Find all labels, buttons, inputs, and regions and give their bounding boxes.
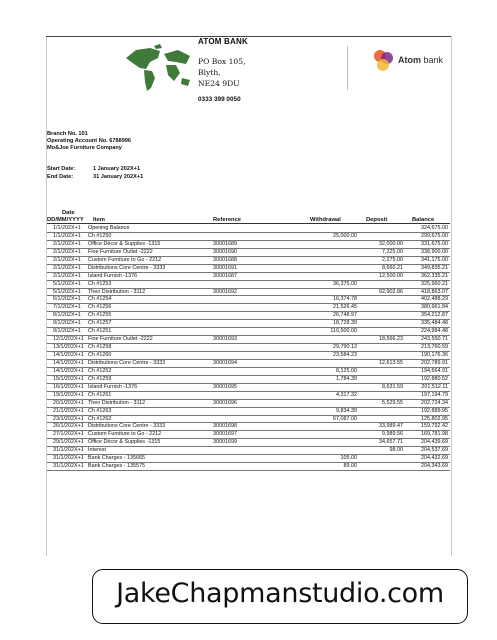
row-item: Island Furnish -1376 xyxy=(88,272,138,279)
start-date-value: 1 January 202X+1 xyxy=(93,166,141,172)
row-deposit: 12,500.00 xyxy=(379,272,403,279)
row-reference: 30001695 xyxy=(213,383,237,390)
row-balance: 204,432.69 xyxy=(421,455,448,462)
row-withdrawal: 1,784.39 xyxy=(336,375,357,382)
row-date: 16/1/202X+1 xyxy=(53,383,84,390)
watermark-box xyxy=(92,569,468,624)
row-reference: 30001694 xyxy=(213,359,237,366)
row-date: 8/1/202X+1 xyxy=(53,312,81,319)
transactions-table xyxy=(47,225,450,471)
row-balance: 331,675.00 xyxy=(421,240,448,247)
table-row xyxy=(47,408,450,416)
row-date: 31/1/202X+1 xyxy=(53,447,84,454)
table-row xyxy=(47,336,450,344)
row-item: Bank Charges - 135575 xyxy=(88,463,145,470)
operating-account: Operating Account No. 6788996 xyxy=(47,138,132,145)
header-deposit: Deposit xyxy=(366,217,388,223)
row-date: 2/1/202X+1 xyxy=(53,248,81,255)
row-withdrawal: 25,000.00 xyxy=(333,232,357,239)
row-balance: 159,792.42 xyxy=(421,423,448,430)
row-date: 2/1/202X+1 xyxy=(53,272,81,279)
row-balance: 224,984.48 xyxy=(421,328,448,335)
header-rule xyxy=(46,36,451,37)
table-row xyxy=(47,289,450,297)
row-balance: 192,880.52 xyxy=(421,375,448,382)
row-balance: 194,664.91 xyxy=(421,367,448,374)
header-date: DD/MM/YYYY xyxy=(47,217,84,223)
row-reference: 30001689 xyxy=(213,240,237,247)
row-date: 31/1/202X+1 xyxy=(53,463,84,470)
table-row xyxy=(47,233,450,241)
row-deposit: 98.00 xyxy=(389,447,403,454)
bank-name: ATOM BANK xyxy=(198,37,248,46)
row-date: 20/1/202X+1 xyxy=(53,399,84,406)
end-date-value: 31 January 202X+1 xyxy=(93,174,144,180)
company-name: Mo&Joe Furniture Company xyxy=(47,145,122,152)
row-reference: 30001692 xyxy=(213,288,237,295)
row-deposit: 2,275.00 xyxy=(382,256,403,263)
row-item: Ch #1250 xyxy=(88,232,112,239)
row-withdrawal: 16,374.78 xyxy=(333,296,357,303)
row-balance: 197,194.79 xyxy=(421,391,448,398)
row-deposit: 8,631.59 xyxy=(382,383,403,390)
row-balance: 402,488.29 xyxy=(421,296,448,303)
table-row xyxy=(47,360,450,368)
row-withdrawal: 110,500.00 xyxy=(330,328,357,335)
row-date: 15/1/202X+1 xyxy=(53,375,84,382)
row-date: 14/1/202X+1 xyxy=(53,359,84,366)
row-withdrawal: 67,087.00 xyxy=(333,415,357,422)
row-deposit: 7,225.00 xyxy=(382,248,403,255)
row-deposit: 12,613.55 xyxy=(379,359,403,366)
row-item: Ch #1254 xyxy=(88,296,112,303)
row-withdrawal: 89.00 xyxy=(343,463,357,470)
row-balance: 204,343.69 xyxy=(421,463,448,470)
statement-period xyxy=(47,165,143,181)
table-row xyxy=(47,463,450,471)
row-item: Fine Furniture Outlet -2222 xyxy=(88,336,153,343)
row-withdrawal: 4,317.32 xyxy=(336,391,357,398)
row-withdrawal: 26,748.97 xyxy=(333,312,357,319)
row-item: Ch #1256 xyxy=(88,304,112,311)
row-item: Ch #1251 xyxy=(88,328,112,335)
row-item: Interest xyxy=(88,447,106,454)
row-deposit: 8,660.21 xyxy=(382,264,403,271)
table-row xyxy=(47,344,450,352)
row-item: Distributions Core Centre - 3333 xyxy=(88,423,166,430)
row-reference: 30001688 xyxy=(213,256,237,263)
row-deposit: 5,529.55 xyxy=(382,399,403,406)
row-date: 21/1/202X+1 xyxy=(53,407,84,414)
row-deposit: 32,000.00 xyxy=(379,240,403,247)
row-balance: 325,960.21 xyxy=(421,280,448,287)
end-date-label: End Date: xyxy=(47,174,74,180)
table-row xyxy=(47,392,450,400)
table-row xyxy=(47,416,450,424)
row-reference: 30001698 xyxy=(213,423,237,430)
watermark-text: JakeChapmanstudio.com xyxy=(116,578,444,609)
branch-number: Branch No. 101 xyxy=(47,131,88,137)
row-item: Fine Furniture Outlet -2222 xyxy=(88,248,153,255)
bank-phone: 0333 399 0050 xyxy=(198,96,241,103)
table-header-rule xyxy=(47,223,450,224)
address-line: PO Box 105, xyxy=(198,57,246,66)
row-withdrawal: 36,375.00 xyxy=(333,280,357,287)
row-balance: 192,889.95 xyxy=(421,407,448,414)
table-row xyxy=(47,352,450,360)
row-balance: 202,789.91 xyxy=(421,359,448,366)
row-item: Island Furnish -1376 xyxy=(88,383,138,390)
row-date: 12/1/202X+1 xyxy=(53,336,84,343)
table-row xyxy=(47,312,450,320)
row-date: 5/1/202X+1 xyxy=(53,288,81,295)
row-date: 14/1/202X+1 xyxy=(53,367,84,374)
bank-address xyxy=(198,56,246,89)
table-row xyxy=(47,273,450,281)
row-withdrawal: 105.00 xyxy=(340,455,357,462)
row-reference: 30001697 xyxy=(213,431,237,438)
row-date: 26/1/202X+1 xyxy=(53,423,84,430)
account-details xyxy=(47,131,131,153)
row-deposit: 92,902.86 xyxy=(379,288,403,295)
row-item: Bank Charges - 135665 xyxy=(88,455,145,462)
row-withdrawal: 23,584.23 xyxy=(333,352,357,358)
row-deposit: 18,566.23 xyxy=(379,336,403,343)
row-date: 29/1/202X+1 xyxy=(53,439,84,446)
table-row xyxy=(47,376,450,384)
table-row xyxy=(47,241,450,249)
row-item: Ch #1260 xyxy=(88,352,112,358)
row-balance: 338,900.00 xyxy=(421,248,448,255)
row-reference: 30001696 xyxy=(213,399,237,406)
row-balance: 418,863.07 xyxy=(421,288,448,295)
row-withdrawal: 21,526.45 xyxy=(333,304,357,311)
row-deposit: 33,989.47 xyxy=(379,423,403,430)
start-date-label: Start Date: xyxy=(47,166,76,172)
row-date: 5/1/202X+1 xyxy=(53,280,81,287)
table-row xyxy=(47,447,450,455)
table-row xyxy=(47,400,450,408)
row-date: 2/1/202X+1 xyxy=(53,256,81,263)
table-row xyxy=(47,257,450,265)
table-row xyxy=(47,265,450,273)
address-line: NE24 9DU xyxy=(198,79,240,88)
address-line: Blyth, xyxy=(198,68,221,77)
row-balance: 335,484.48 xyxy=(421,320,448,327)
row-date: 9/1/202X+1 xyxy=(53,320,81,327)
row-reference: 30001691 xyxy=(213,264,237,271)
row-item: Ch #1255 xyxy=(88,312,112,319)
header-item: Item xyxy=(93,217,105,223)
table-row xyxy=(47,423,450,431)
row-withdrawal: 18,728.39 xyxy=(333,320,357,327)
row-item: Theo Distribution - 3112 xyxy=(88,399,146,406)
row-item: Opening Balance xyxy=(88,225,130,231)
row-balance: 324,675.00 xyxy=(421,225,448,231)
header-divider xyxy=(347,46,348,90)
row-reference: 30001693 xyxy=(213,336,237,343)
row-balance: 243,550.71 xyxy=(421,336,448,343)
row-withdrawal: 29,790.12 xyxy=(333,344,357,351)
table-row xyxy=(47,296,450,304)
table-row xyxy=(47,455,450,463)
row-withdrawal: 8,125.00 xyxy=(336,367,357,374)
row-item: Office Décor & Supplies -1315 xyxy=(88,439,161,446)
row-item: Distributions Core Centre - 3333 xyxy=(88,359,166,366)
table-row xyxy=(47,225,450,233)
logo-word: bank xyxy=(421,55,444,65)
row-item: Ch #1253 xyxy=(88,280,112,287)
row-balance: 299,675.00 xyxy=(421,232,448,239)
row-item: Ch #1261 xyxy=(88,391,112,398)
row-balance: 125,802.95 xyxy=(421,415,448,422)
row-item: Ch #1252 xyxy=(88,367,112,374)
row-date: 14/1/202X+1 xyxy=(53,352,84,358)
row-date: 13/1/202X+1 xyxy=(53,344,84,351)
table-row xyxy=(47,281,450,289)
row-balance: 362,335.21 xyxy=(421,272,448,279)
row-item: Custom Furniture to Go - 2212 xyxy=(88,256,162,263)
table-row xyxy=(47,249,450,257)
row-item: Theo Distribution - 3112 xyxy=(88,288,146,295)
row-date: 19/1/202X+1 xyxy=(53,391,84,398)
table-row xyxy=(47,384,450,392)
table-row xyxy=(47,431,450,439)
row-balance: 380,961.84 xyxy=(421,304,448,311)
row-item: Office Décor & Supplies -1315 xyxy=(88,240,161,247)
header-reference: Reference xyxy=(213,217,242,223)
header-withdrawal: Withdrawal xyxy=(310,217,341,223)
row-balance: 190,176.36 xyxy=(421,352,448,358)
table-row xyxy=(47,439,450,447)
table-row xyxy=(47,328,450,336)
header-balance: Balance xyxy=(412,217,435,223)
row-reference: 30001687 xyxy=(213,272,237,279)
row-balance: 204,537.69 xyxy=(421,447,448,454)
row-balance: 349,835.21 xyxy=(421,264,448,271)
row-item: Ch #1257 xyxy=(88,320,112,327)
table-row xyxy=(47,304,450,312)
row-balance: 202,724.34 xyxy=(421,399,448,406)
row-date: 23/1/202X+1 xyxy=(53,415,84,422)
header-date-top: Date xyxy=(62,210,75,216)
row-date: 31/1/202X+1 xyxy=(53,455,84,462)
row-date: 27/1/202X+1 xyxy=(53,431,84,438)
atom-logo-text xyxy=(398,55,443,65)
row-date: 1/1/202X+1 xyxy=(53,232,81,239)
row-balance: 341,175.00 xyxy=(421,256,448,263)
row-balance: 204,439.69 xyxy=(421,439,448,446)
row-date: 2/1/202X+1 xyxy=(53,264,81,271)
row-balance: 354,212.87 xyxy=(421,312,448,319)
row-deposit: 34,657.71 xyxy=(379,439,403,446)
row-date: 1/1/202X+1 xyxy=(53,225,81,231)
row-date: 2/1/202X+1 xyxy=(53,240,81,247)
globe-icon xyxy=(120,42,194,94)
row-reference: 30001690 xyxy=(213,248,237,255)
row-item: Distributions Core Centre - 3333 xyxy=(88,264,166,271)
row-balance: 201,512.11 xyxy=(421,383,448,390)
row-item: Ch #1259 xyxy=(88,375,112,382)
table-row xyxy=(47,320,450,328)
table-row xyxy=(47,368,450,376)
row-item: Custom Furniture to Go - 2212 xyxy=(88,431,162,438)
logo-word-bold: Atom xyxy=(398,55,421,65)
row-item: Ch #1258 xyxy=(88,344,112,351)
row-item: Ch #1263 xyxy=(88,407,112,414)
row-date: 6/1/202X+1 xyxy=(53,296,81,303)
atom-logo-icon xyxy=(372,48,396,72)
row-balance: 169,781.98 xyxy=(421,431,448,438)
row-withdrawal: 9,834.39 xyxy=(336,407,357,414)
row-item: Ch #1262 xyxy=(88,415,112,422)
row-reference: 30001699 xyxy=(213,439,237,446)
row-deposit: 9,989.56 xyxy=(382,431,403,438)
row-balance: 213,760.59 xyxy=(421,344,448,351)
row-date: 9/1/202X+1 xyxy=(53,328,81,335)
row-date: 7/1/202X+1 xyxy=(53,304,81,311)
